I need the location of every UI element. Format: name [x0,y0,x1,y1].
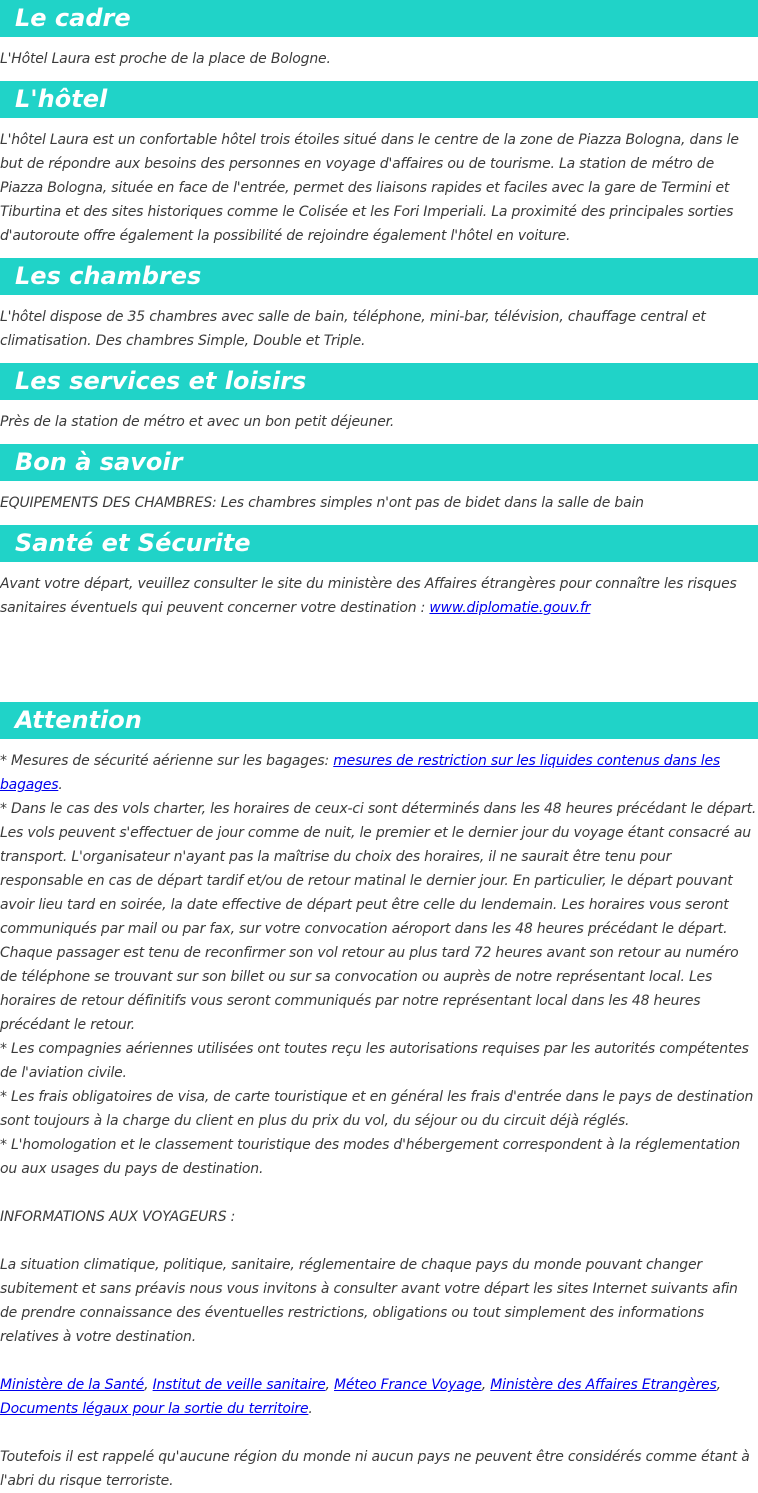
link-separator: , [325,1377,335,1393]
links-end: . [308,1401,313,1417]
terroriste-text: Toutefois il est rappelé qu'aucune région du monde ni aucun pays ne peuvent être considérés comme étant à l'abri du risque terroriste. [0,1449,750,1489]
section-text-bon-a-savoir: EQUIPEMENTS DES CHAMBRES: Les chambres simples n'ont pas de bidet dans la salle de bain [0,495,644,511]
ministere-sante-link[interactable]: Ministère de la Santé [0,1377,145,1393]
bagages-suffix: . [58,777,63,793]
bagages-restriction-link[interactable]: mesures de restriction sur les liquides contenus dans les bagages [0,753,720,793]
section-text-services: Près de la station de métro et avec un bon petit déjeuner. [0,414,395,430]
meteo-france-link[interactable]: Méteo France Voyage [334,1377,482,1393]
section-title-cadre: Le cadre [0,0,758,37]
spacer [0,1349,758,1373]
section-title-sante: Santé et Sécurite [0,525,758,562]
charter-text: * Dans le cas des vols charter, les horaires de ceux-ci sont déterminés dans les 48 heures précédant le départ. Les vols peuvent s'effectuer de jour comme de nuit, le premier et le dernier jour du voyage étant consacré au transport. L'organisateur n'ayant pas la maîtrise du choix des horaires, il ne saurait être tenu pour responsable en cas de départ tardif et/ou de retour matinal le dernier jour. En particulier, le départ pouvant avoir lieu tard en soirée, la date effective de départ peut être celle du lendemain. Les horaires vous seront communiqués par mail ou par fax, sur votre convocation aéroport dans les 48 heures précédant le départ. Chaque passager est tenu de reconfirmer son vol retour au plus tard 72 heures avant son retour au numéro de téléphone se trouvant sur son billet ou sur sa convocation ou auprès de notre représentant local. Les horaires de retour définitifs vous seront communiqués par notre représentant local dans les 48 heures précédant le retour. [0,801,757,1033]
info-voyageurs-heading: INFORMATIONS AUX VOYAGEURS : [0,1209,236,1225]
link-separator: , [716,1377,721,1393]
section-text-chambres: L'hôtel dispose de 35 chambres avec salle de bain, téléphone, mini-bar, télévision, chauffage central et climatisation. Des chambres Simple, Double et Triple. [0,309,706,349]
spacer [0,1181,758,1205]
section-text-sante [0,562,758,702]
compagnies-text: * Les compagnies aériennes utilisées ont toutes reçu les autorisations requises par les autorités compétentes de l'aviation civile. [0,1041,749,1081]
link-separator: , [481,1377,491,1393]
section-title-hotel: L'hôtel [0,81,758,118]
affaires-etrangeres-link[interactable]: Ministère des Affaires Etrangères [490,1377,717,1393]
veille-sanitaire-link[interactable]: Institut de veille sanitaire [152,1377,326,1393]
diplomatie-link[interactable]: www.diplomatie.gouv.fr [429,600,591,616]
section-title-services: Les services et loisirs [0,363,758,400]
link-separator: , [144,1377,153,1393]
homologation-text: * L'homologation et le classement touristique des modes d'hébergement correspondent à la réglementation ou aux usages du pays de destination. [0,1137,741,1177]
spacer [0,1421,758,1445]
section-title-chambres: Les chambres [0,258,758,295]
bagages-prefix: * Mesures de sécurité aérienne sur les bagages: [0,753,334,769]
section-title-attention: Attention [0,702,758,739]
frais-text: * Les frais obligatoires de visa, de carte touristique et en général les frais d'entrée dans le pays de destination sont toujours à la charge du client en plus du prix du vol, du séjour ou du circuit déjà réglés. [0,1089,754,1129]
documents-legaux-link[interactable]: Documents légaux pour la sortie du territoire [0,1401,309,1417]
section-text-hotel: L'hôtel Laura est un confortable hôtel trois étoiles situé dans le centre de la zone de Piazza Bologna, dans le but de répondre aux besoins des personnes en voyage d'affaires ou de tourisme. La station de métro de Piazza Bologna, située en face de l'entrée, permet des liaisons rapides et faciles avec la gare de Termini et Tiburtina et des sites historiques comme le Colisée et les Fori Imperiali. La proximité des principales sorties d'autoroute offre également la possibilité de rejoindre également l'hôtel en voiture. [0,132,739,244]
section-title-bon-a-savoir: Bon à savoir [0,444,758,481]
spacer [0,1229,758,1253]
section-text-cadre: L'Hôtel Laura est proche de la place de Bologne. [0,51,331,67]
links-line [0,1373,758,1421]
bagages-line [0,749,758,797]
situation-text: La situation climatique, politique, sanitaire, réglementaire de chaque pays du monde pouvant changer subitement et sans préavis nous vous invitons à consulter avant votre départ les sites Internet suivants afin de prendre connaissance des éventuelles restrictions, obligations ou tout simplement des informations relatives à votre destination. [0,1257,738,1345]
section-body-attention [0,739,758,1493]
sante-text: Avant votre départ, veuillez consulter le site du ministère des Affaires étrangères pour connaître les risques sanitaires éventuels qui peuvent concerner votre destination : [0,576,737,616]
